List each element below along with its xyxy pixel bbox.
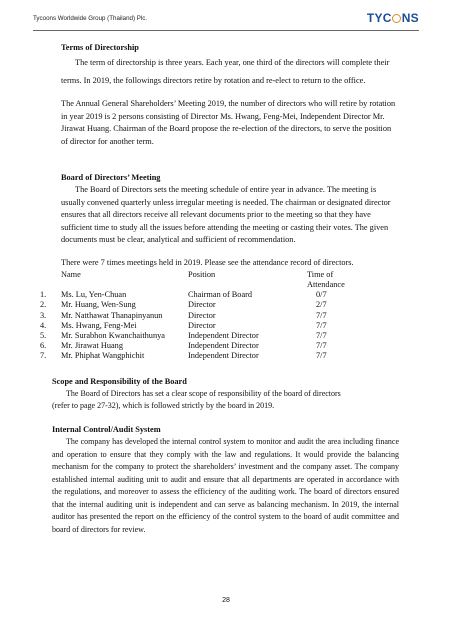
company-logo: TYC NS [366, 11, 419, 25]
director-attendance: 0/7 [316, 290, 327, 300]
row-number: 6. [40, 341, 47, 351]
director-name: Ms. Hwang, Feng-Mei [61, 320, 137, 330]
scope-heading: Scope and Responsibility of the Board [52, 376, 187, 386]
director-position: Independent Director [188, 331, 259, 340]
header-attendance-1: Time of [307, 269, 334, 279]
director-name: Mr. Phiphat Wangphichit [61, 351, 145, 361]
header-attendance-2: Attendance [307, 280, 345, 290]
meeting-paragraph-2: There were 7 times meetings held in 2019. Please see the attendance record of directors. [61, 258, 354, 268]
director-attendance: 7/7 [316, 310, 327, 320]
page-number: 28 [222, 597, 230, 604]
director-name: Mr. Surabhon Kwanchaithunya [61, 331, 165, 340]
row-number: 4. [40, 320, 47, 330]
row-number: 2. [40, 300, 47, 310]
attendance-table [40, 269, 399, 362]
row-number: 5. [40, 331, 47, 340]
director-position: Director [188, 320, 216, 330]
page-content [40, 42, 399, 536]
audit-paragraph: The company has developed the internal control system to monitor and audit the area including finance and operation to ensure that they comply with the law and regulations. It would provide the balancing mechanism for the company to protect the shareholders’ investment and the company asset. The company established internal auditing unit to audit and ensure that all departments are operated in accordance with the regulations, and moreover to assess the efficiency of the auditing work. The board of directors ensured that the internal auditing unit is independent and can serve as balancing mechanism. In 2019, the internal auditor has presented the report on the efficiency of the control system to the board of audit committee and board of directors for review. [52, 437, 399, 534]
director-attendance: 7/7 [316, 351, 327, 361]
table-row [40, 351, 399, 361]
table-row [40, 290, 399, 300]
scope-paragraph-2: (refer to page 27-32), which is followed strictly by the board in 2019. [52, 401, 275, 411]
director-position: Chairman of Board [188, 290, 253, 300]
row-number: 7. [40, 351, 47, 361]
meeting-heading: Board of Directors’ Meeting [61, 173, 161, 183]
page-header [0, 0, 452, 38]
director-name: Mr. Natthawat Thanapinyanun [61, 310, 163, 320]
table-row [40, 310, 399, 321]
table-row [40, 331, 399, 341]
director-name: Mr. Huang, Wen-Sung [61, 300, 136, 310]
logo-ring-icon [392, 14, 401, 23]
company-name: Tycoons Worldwide Group (Thailand) Plc. [33, 15, 148, 22]
header-name: Name [61, 269, 81, 279]
header-position: Position [188, 269, 216, 279]
table-row [40, 320, 399, 331]
row-number: 1. [40, 290, 47, 300]
table-row [40, 341, 399, 351]
header-divider [33, 30, 419, 31]
director-attendance: 7/7 [316, 331, 327, 340]
director-name: Mr. Jirawat Huang [61, 341, 123, 351]
director-position: Independent Director [188, 351, 259, 361]
scope-paragraph-1: The Board of Directors has set a clear scope of responsibility of the board of directors [66, 388, 341, 398]
director-name: Ms. Lu, Yen-Chuan [61, 290, 127, 300]
director-attendance: 7/7 [316, 320, 327, 330]
terms-paragraph-2: The Annual General Shareholders’ Meeting 2019, the number of directors who will retire by rotation in year 2019 is 2 persons consisting of Director Ms. Hwang, Feng-Mei, Independent Director Mr. Jirawat Huang. Chairman of the Board propose the re-election of the directors, to serve the position of director for another term. [61, 99, 396, 146]
director-position: Director [188, 300, 216, 310]
terms-heading: Terms of Directorship [61, 43, 139, 52]
terms-paragraph-1: The term of directorship is three years. Each year, one third of the directors will complete their terms. In 2019, the followings directors retire by rotation and re-elect to return to the office. [61, 58, 390, 85]
director-position: Director [188, 310, 216, 320]
director-position: Independent Director [188, 341, 259, 351]
meeting-paragraph-1: The Board of Directors sets the meeting schedule of entire year in advance. The meeting is usually convened quarterly unless irregular meeting is needed. The chairman or designated director ensures that all directors receive all relevant documents prior to the meeting so that they have sufficient time to study all the issues before attending the meeting or casting their votes. The given documents must be clear, analytical and sufficient of recommendation. [61, 185, 391, 245]
table-header-2 [61, 280, 399, 290]
row-number: 3. [40, 310, 47, 320]
table-row [40, 300, 399, 310]
director-attendance: 2/7 [316, 300, 327, 310]
table-header [61, 270, 399, 280]
audit-heading: Internal Control/Audit System [52, 424, 161, 434]
director-attendance: 7/7 [316, 341, 327, 351]
